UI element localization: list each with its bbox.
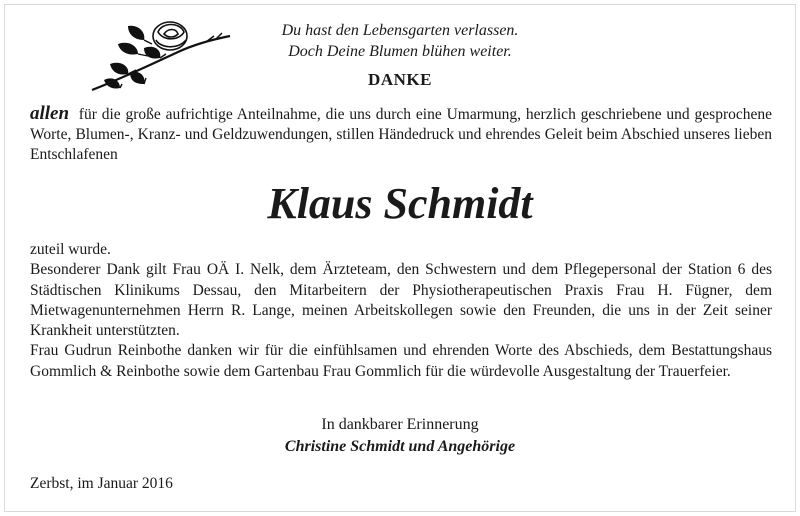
body-paragraph: Besonderer Dank gilt Frau OÄ I. Nelk, dem Ärzteteam, den Schwestern und dem Pflegepersonal der Station 6 des Städtischen Klinikums Dessau, den Mitarbeitern der Physiotherapeutischen Praxis Frau H. Fügner, dem Mietwagenunternehmen Herrn R. Lange, meinen Arbeitskollegen sowie den Freunden, die uns in der Zeit seiner Krankheit unterstützten.: [30, 261, 772, 340]
body-text: [30, 240, 772, 382]
intro-paragraph: [30, 104, 772, 165]
place-date: Zerbst, im Januar 2016: [30, 475, 173, 492]
memorial-quote: [250, 20, 550, 62]
heading-danke: DANKE: [368, 70, 432, 89]
intro-text: für die große aufrichtige Anteilnahme, die uns durch eine Umarmung, herzlich geschriebene und gesprochene Worte, Blumen-, Kranz- und Geldzuwendungen, stillen Händedruck und ehrendes Geleit beim Abschied unseres lieben Entschlafenen: [30, 106, 772, 163]
body-paragraph: Frau Gudrun Reinbothe danken wir für die einfühlsamen und ehrenden Worte des Abschieds, dem Bestattungshaus Gommlich & Reinbothe sowie dem Gartenbau Frau Gommlich für die würdevolle Ausgestaltung der Trauerfeier.: [30, 342, 772, 380]
quote-line: Doch Deine Blumen blühen weiter.: [288, 43, 512, 60]
intro-lead-word: allen: [30, 103, 70, 124]
signature: Christine Schmidt und Angehörige: [284, 438, 516, 455]
memory-line: In dankbarer Erinnerung: [321, 416, 479, 433]
rose-icon: [88, 14, 238, 96]
quote-line: Du hast den Lebensgarten verlassen.: [281, 22, 519, 39]
body-paragraph: zuteil wurde.: [30, 241, 111, 258]
deceased-name: Klaus Schmidt: [267, 179, 533, 228]
signoff: [200, 414, 600, 458]
